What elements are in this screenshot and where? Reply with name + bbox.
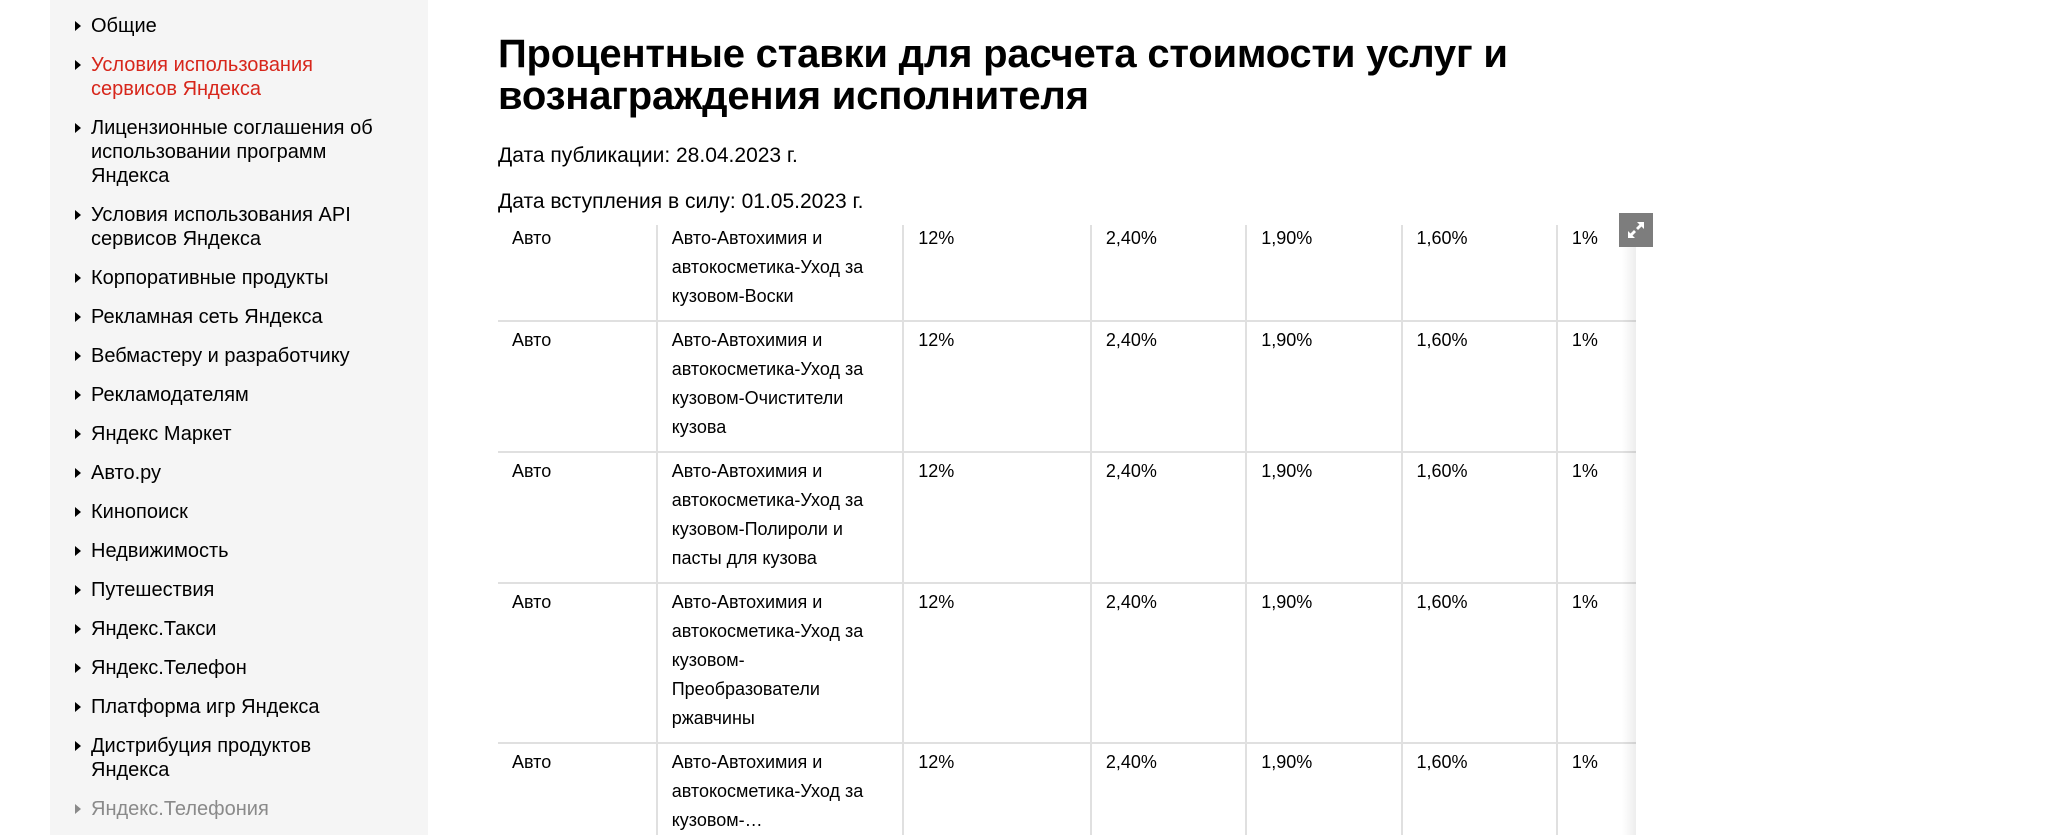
sidebar-item[interactable] (50, 53, 428, 101)
sidebar-item-label: Условия использования API сервисов Яндекса (91, 204, 351, 250)
triangle-right-icon (75, 351, 81, 361)
table-cell: 1,90% (1246, 225, 1401, 321)
sidebar-item[interactable] (50, 656, 428, 680)
sidebar-item-label: Яндекс.Телефон (91, 657, 247, 679)
sidebar-item[interactable] (50, 578, 428, 602)
sidebar-item-label: Яндекс Маркет (91, 423, 232, 445)
sidebar-item-label: Платформа игр Яндекса (91, 696, 320, 718)
sidebar-item-label: Путешествия (91, 579, 215, 601)
table-cell: 2,40% (1091, 225, 1246, 321)
table-cell: 12% (903, 321, 1091, 452)
sidebar-item-label: Корпоративные продукты (91, 267, 329, 289)
triangle-right-icon (75, 390, 81, 400)
table-cell: 12% (903, 583, 1091, 743)
table-cell: 1% (1557, 743, 1636, 835)
triangle-right-icon (75, 21, 81, 31)
sidebar-item[interactable] (50, 539, 428, 563)
table-cell: Авто-Автохимия и автокосметика-Уход за кузовом-Очистители кузова (657, 321, 904, 452)
table-cell: 2,40% (1091, 743, 1246, 835)
sidebar-item-label: Яндекс.Телефония (91, 798, 269, 820)
sidebar-item-label: Рекламная сеть Яндекса (91, 306, 323, 328)
triangle-right-icon (75, 123, 81, 133)
table-cell: Авто (498, 321, 657, 452)
table-cell: 1,90% (1246, 321, 1401, 452)
sidebar-item[interactable] (50, 617, 428, 641)
triangle-right-icon (75, 273, 81, 283)
sidebar-item-label: Условия использования сервисов Яндекса (91, 54, 313, 100)
table-cell: Авто (498, 583, 657, 743)
effective-date: Дата вступления в силу: 01.05.2023 г. (498, 190, 864, 213)
table-cell: 1,60% (1402, 743, 1557, 835)
sidebar-item-label: Недвижимость (91, 540, 229, 562)
table-row (498, 225, 1636, 321)
triangle-right-icon (75, 210, 81, 220)
table-cell: 1% (1557, 452, 1636, 583)
sidebar-item[interactable] (50, 116, 428, 188)
sidebar-item-label: Вебмастеру и разработчику (91, 345, 350, 367)
table-row (498, 452, 1636, 583)
triangle-right-icon (75, 624, 81, 634)
table-cell: Авто-Автохимия и автокосметика-Уход за кузовом-… (657, 743, 904, 835)
table-cell: 1,90% (1246, 743, 1401, 835)
table-cell: 1,60% (1402, 583, 1557, 743)
sidebar-nav (50, 0, 428, 835)
expand-table-button[interactable] (1619, 213, 1653, 247)
sidebar-item[interactable] (50, 500, 428, 524)
sidebar-item[interactable] (50, 461, 428, 485)
sidebar-item[interactable] (50, 344, 428, 368)
main-content (498, 0, 1653, 215)
sidebar-item[interactable] (50, 695, 428, 719)
triangle-right-icon (75, 741, 81, 751)
table-cell: 1% (1557, 583, 1636, 743)
sidebar-item-label: Общие (91, 15, 157, 37)
sidebar-item-label: Дистрибуция продуктов Яндекса (91, 735, 312, 781)
table-cell: Авто-Автохимия и автокосметика-Уход за кузовом-Воски (657, 225, 904, 321)
table-cell: 1% (1557, 225, 1636, 321)
sidebar-item[interactable] (50, 203, 428, 251)
table-cell: 12% (903, 452, 1091, 583)
sidebar-item[interactable] (50, 734, 428, 782)
sidebar-list (50, 0, 428, 821)
table-cell: Авто (498, 225, 657, 321)
triangle-right-icon (75, 468, 81, 478)
publication-date: Дата публикации: 28.04.2023 г. (498, 144, 798, 167)
table-cell: 12% (903, 225, 1091, 321)
table-cell: 2,40% (1091, 583, 1246, 743)
sidebar-item[interactable] (50, 14, 428, 38)
sidebar-item[interactable] (50, 305, 428, 329)
table-cell: 1,60% (1402, 452, 1557, 583)
triangle-right-icon (75, 546, 81, 556)
triangle-right-icon (75, 312, 81, 322)
sidebar-item-label: Рекламодателям (91, 384, 249, 406)
sidebar-item[interactable] (50, 797, 428, 821)
triangle-right-icon (75, 585, 81, 595)
sidebar-item[interactable] (50, 422, 428, 446)
table-cell: 2,40% (1091, 452, 1246, 583)
sidebar-item-label: Яндекс.Такси (91, 618, 217, 640)
triangle-right-icon (75, 702, 81, 712)
triangle-right-icon (75, 804, 81, 814)
sidebar-item[interactable] (50, 383, 428, 407)
table-cell: 1,60% (1402, 321, 1557, 452)
sidebar-item-label: Кинопоиск (91, 501, 188, 523)
table-cell: Авто (498, 452, 657, 583)
sidebar-item-label: Авто.ру (91, 462, 162, 484)
sidebar-item-label: Лицензионные соглашения об использовании программ Яндекса (91, 117, 373, 187)
table-cell: Авто-Автохимия и автокосметика-Уход за кузовом-Полироли и пасты для кузова (657, 452, 904, 583)
triangle-right-icon (75, 60, 81, 70)
rates-table-container[interactable] (498, 225, 1636, 835)
table-row (498, 583, 1636, 743)
triangle-right-icon (75, 429, 81, 439)
table-cell: 12% (903, 743, 1091, 835)
triangle-right-icon (75, 663, 81, 673)
table-cell: 1,90% (1246, 452, 1401, 583)
table-cell: Авто-Автохимия и автокосметика-Уход за кузовом-Преобразователи ржавчины (657, 583, 904, 743)
rates-table (498, 225, 1636, 835)
table-cell: 1% (1557, 321, 1636, 452)
table-cell: 1,90% (1246, 583, 1401, 743)
expand-arrows-icon (1619, 213, 1653, 247)
sidebar-item[interactable] (50, 266, 428, 290)
table-cell: 1,60% (1402, 225, 1557, 321)
triangle-right-icon (75, 507, 81, 517)
table-row (498, 743, 1636, 835)
table-row (498, 321, 1636, 452)
table-cell: 2,40% (1091, 321, 1246, 452)
table-cell: Авто (498, 743, 657, 835)
page-title: Процентные ставки для расчета стоимости услуг и вознаграждения исполнителя (498, 32, 1508, 118)
